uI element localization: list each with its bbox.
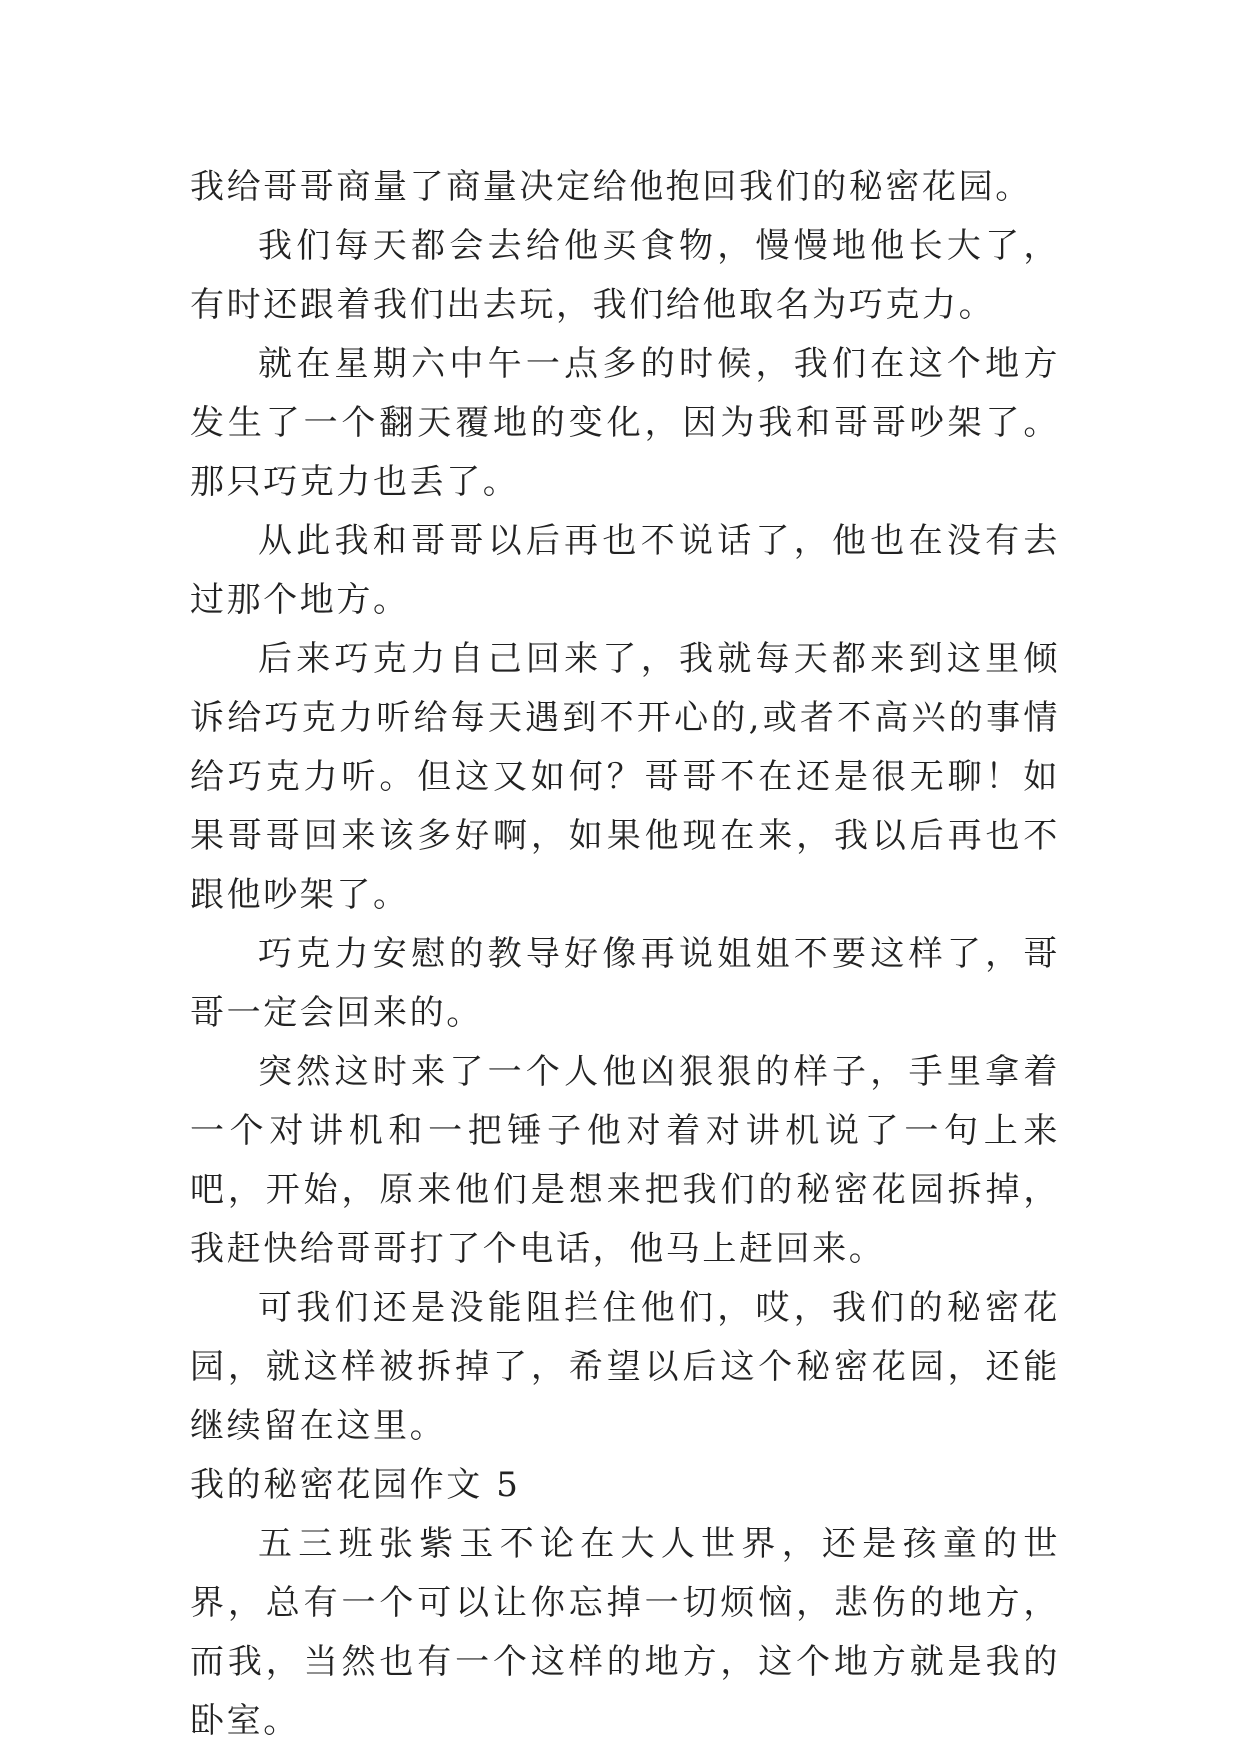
- paragraph: 可我们还是没能阻拦住他们，哎，我们的秘密花园，就这样被拆掉了，希望以后这个秘密花园，还能继续留在这里。: [190, 1288, 1060, 1446]
- paragraph: 五三班张紫玉不论在大人世界，还是孩童的世界，总有一个可以让你忘掉一切烦恼，悲伤的地方，而我，当然也有一个这样的地方，这个地方就是我的卧室。: [190, 1524, 1060, 1741]
- document-body: [190, 158, 1060, 1751]
- paragraph: 后来巧克力自己回来了，我就每天都来到这里倾诉给巧克力听给每天遇到不开心的,或者不高兴的事情给巧克力听。但这又如何？哥哥不在还是很无聊！如果哥哥回来该多好啊，如果他现在来，我以后再也不跟他吵架了。: [190, 639, 1060, 915]
- paragraph: 我们每天都会去给他买食物，慢慢地他长大了，有时还跟着我们出去玩，我们给他取名为巧克力。: [190, 226, 1060, 325]
- paragraph: 巧克力安慰的教导好像再说姐姐不要这样了，哥哥一定会回来的。: [190, 934, 1060, 1033]
- paragraph: 突然这时来了一个人他凶狠狠的样子，手里拿着一个对讲机和一把锤子他对着对讲机说了一句上来吧，开始，原来他们是想来把我们的秘密花园拆掉，我赶快给哥哥打了个电话，他马上赶回来。: [190, 1052, 1060, 1269]
- paragraph: 就在星期六中午一点多的时候，我们在这个地方发生了一个翻天覆地的变化，因为我和哥哥吵架了。那只巧克力也丢了。: [190, 344, 1060, 502]
- paragraph: 我给哥哥商量了商量决定给他抱回我们的秘密花园。: [190, 167, 1032, 207]
- paragraph: 从此我和哥哥以后再也不说话了，他也在没有去过那个地方。: [190, 521, 1060, 620]
- section-heading: 我的秘密花园作文 5: [190, 1465, 521, 1505]
